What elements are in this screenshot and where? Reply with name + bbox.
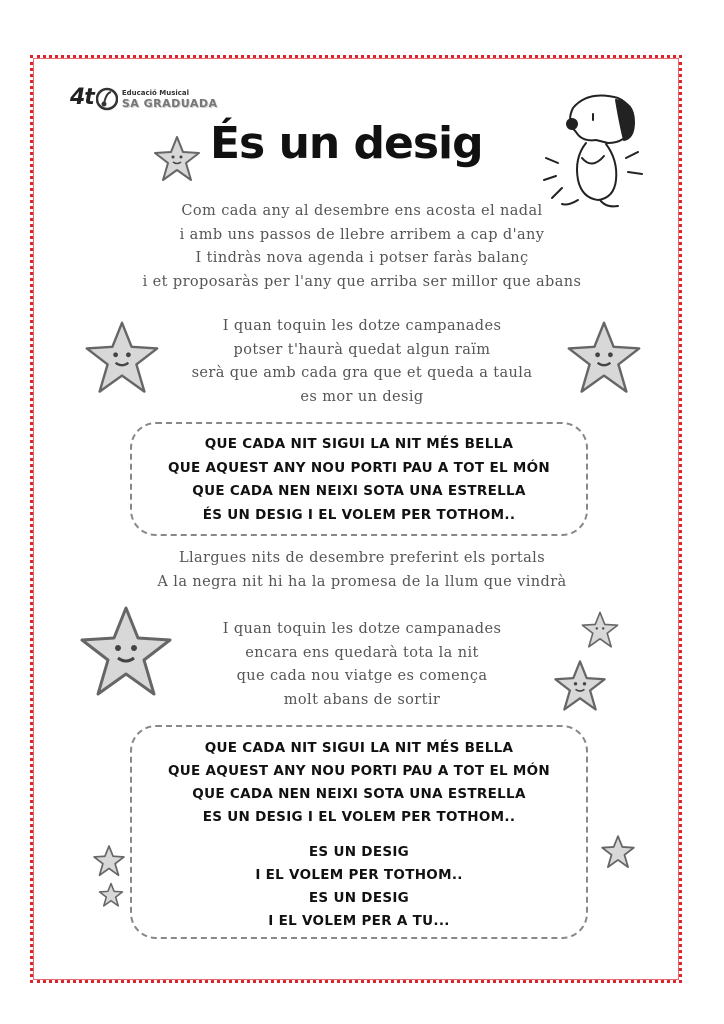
ending-line: I EL VOLEM PER TOTHOM.. [255,867,463,883]
verse-line: i et proposaràs per l'any que arriba ser millor que abans [142,273,582,290]
snoopy-illustration [538,88,648,218]
verse-line: Com cada any al desembre ens acosta el nadal [181,203,543,219]
chorus-line: QUE CADA NEN NEIXI SOTA UNA ESTRELLA [192,483,526,499]
page-title: És un desig [210,118,483,169]
verse-line: que cada nou viatge es comença [236,668,488,684]
chorus-line: QUE AQUEST ANY NOU PORTI PAU A TOT EL MÓN [168,763,550,779]
verse-line: serà que amb cada gra que et queda a taula [191,365,533,381]
chorus-line: ES UN DESIG I EL VOLEM PER TOTHOM.. [202,809,516,825]
chorus-line: QUE AQUEST ANY NOU PORTI PAU A TOT EL MÓN [168,459,550,476]
star-icon [152,134,202,184]
verse-3 [0,547,724,594]
chorus-box-final [130,725,588,939]
verse-line: molt abans de sortir [283,691,441,708]
verse-line: I tindràs nova agenda i potser faràs balanç [195,250,529,266]
music-note-logo-icon [96,87,118,111]
verse-line: A la negra nit hi ha la promesa de la llum que vindrà [157,573,567,590]
school-subtitle: Educació Musical [121,89,190,97]
verse-line: potser t'haurà quedat algun raïm [233,341,491,358]
chorus-line: QUE CADA NEN NEIXI SOTA UNA ESTRELLA [192,786,526,802]
verse-4 [0,618,724,712]
chorus-line: QUE CADA NIT SIGUI LA NIT MÉS BELLA [204,740,514,756]
star-icon [600,834,636,870]
verse-2 [0,315,724,409]
school-logo [70,86,218,111]
verse-line: i amb uns passos de llebre arribem a cap d'any [179,226,545,243]
chorus-line: QUE CADA NIT SIGUI LA NIT MÉS BELLA [204,436,514,452]
verse-line: Llargues nits de desembre preferint els portals [178,550,546,566]
star-icon [98,882,124,908]
school-name: SA GRADUADA [121,97,218,110]
verse-line: es mor un desig [300,388,424,405]
verse-1 [0,200,724,294]
ending-line: ES UN DESIG [308,844,410,860]
chorus-line: ÉS UN DESIG I EL VOLEM PER TOTHOM.. [202,506,516,523]
verse-line: I quan toquin les dotze campanades [222,318,502,334]
verse-line: I quan toquin les dotze campanades [222,621,502,637]
school-block [122,86,218,110]
ending-line: I EL VOLEM PER A TU... [268,913,450,929]
grade-label: 4t [70,85,94,110]
verse-line: encara ens quedarà tota la nit [245,644,479,661]
ending-line: ES UN DESIG [308,890,410,906]
star-icon [92,844,126,878]
chorus-box [130,422,588,536]
